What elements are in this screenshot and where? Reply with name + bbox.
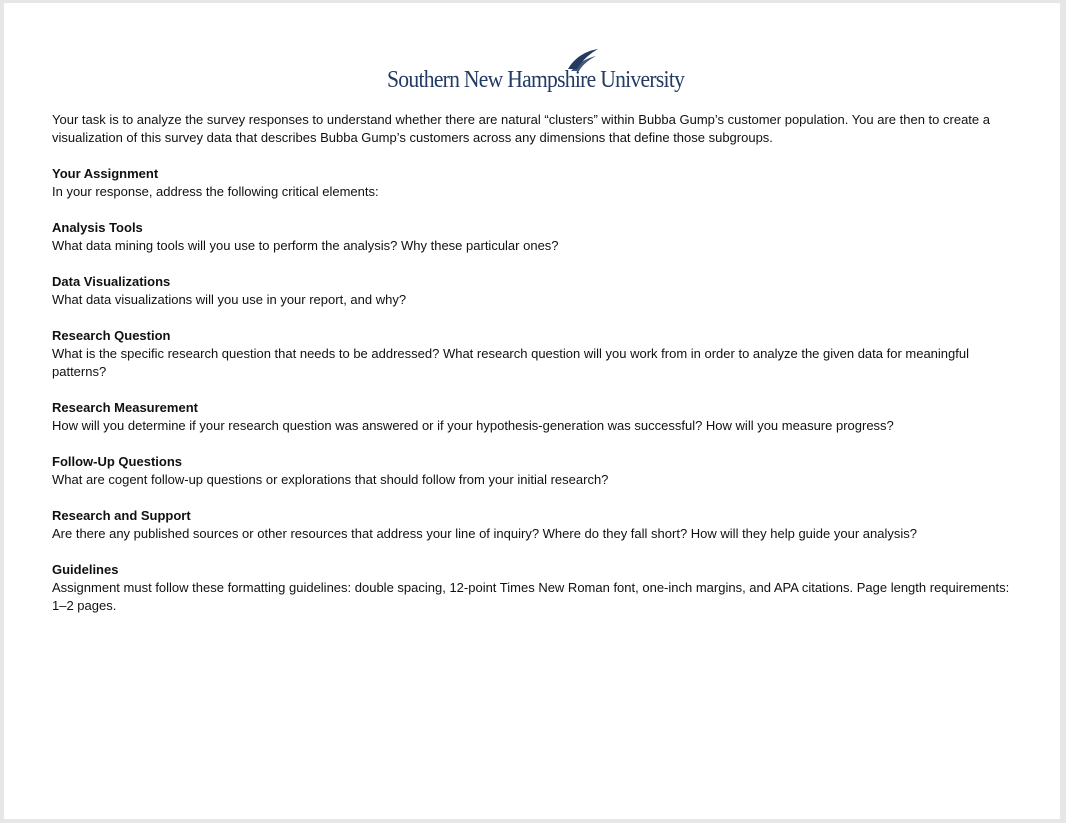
section-research-measurement xyxy=(52,399,1012,435)
section-title: Research Measurement xyxy=(52,400,198,415)
section-body: Are there any published sources or other resources that address your line of inquiry? Where do they fall short? How will they help guide your analysis? xyxy=(52,526,917,541)
section-body: In your response, address the following critical elements: xyxy=(52,184,379,199)
section-body: Assignment must follow these formatting guidelines: double spacing, 12-point Times New Roman font, one-inch margins, and APA citations. Page length requirements: 1–2 pages. xyxy=(52,580,1010,613)
section-title: Guidelines xyxy=(52,562,119,577)
university-logo-text: Southern New Hampshire University xyxy=(387,67,685,93)
section-analysis-tools xyxy=(52,219,1012,255)
section-title: Data Visualizations xyxy=(52,274,171,289)
document-page xyxy=(4,3,1060,819)
section-title: Research Question xyxy=(52,328,171,343)
section-body: What data visualizations will you use in your report, and why? xyxy=(52,292,407,307)
section-data-visualizations xyxy=(52,273,1012,309)
university-logo xyxy=(387,48,687,100)
section-body: What data mining tools will you use to perform the analysis? Why these particular ones? xyxy=(52,238,559,253)
intro-paragraph: Your task is to analyze the survey responses to understand whether there are natural “clusters” within Bubba Gump’s customer population. You are then to create a visualization of this survey data that describes Bubba Gump’s customers across any dimensions that define those subgroups. xyxy=(52,112,990,145)
section-title: Follow-Up Questions xyxy=(52,454,182,469)
assignment-content xyxy=(52,111,1012,633)
section-body: What is the specific research question that needs to be addressed? What research question will you work from in order to analyze the given data for meaningful patterns? xyxy=(52,346,969,379)
section-research-question xyxy=(52,327,1012,381)
section-title: Your Assignment xyxy=(52,166,159,181)
section-research-and-support xyxy=(52,507,1012,543)
section-body: How will you determine if your research question was answered or if your hypothesis-generation was successful? How will you measure progress? xyxy=(52,418,894,433)
section-guidelines xyxy=(52,561,1012,615)
section-your-assignment xyxy=(52,165,1012,201)
section-title: Research and Support xyxy=(52,508,191,523)
section-follow-up-questions xyxy=(52,453,1012,489)
section-body: What are cogent follow-up questions or explorations that should follow from your initial research? xyxy=(52,472,609,487)
section-title: Analysis Tools xyxy=(52,220,143,235)
